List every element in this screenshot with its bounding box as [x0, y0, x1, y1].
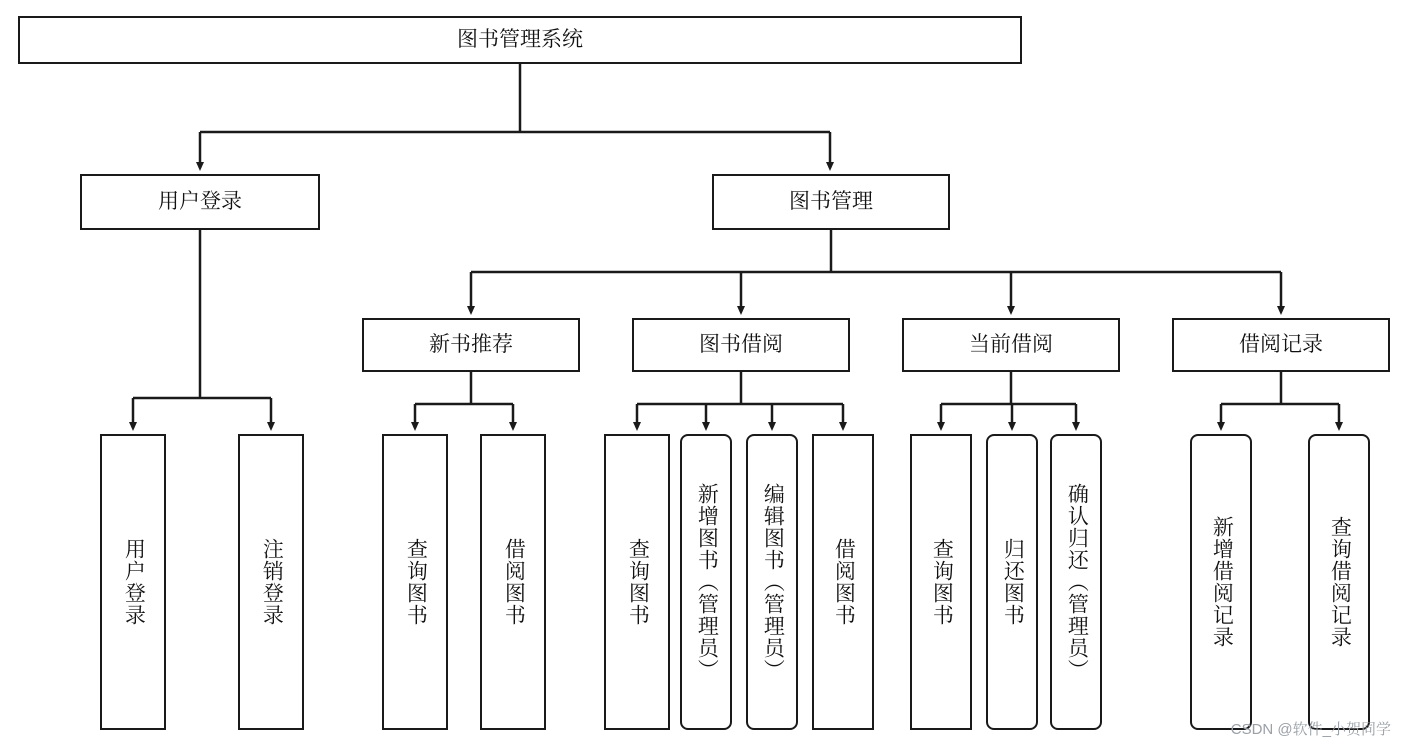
node-current-borrow[interactable]	[902, 318, 1120, 372]
leaf-edit-book-admin[interactable]	[746, 434, 798, 730]
leaf-query-book-current-label: 查询图书	[930, 538, 954, 626]
leaf-user-login-label: 用户登录	[122, 538, 146, 626]
node-root[interactable]	[18, 16, 1022, 64]
leaf-user-login[interactable]	[100, 434, 166, 730]
leaf-add-book-admin[interactable]	[680, 434, 732, 730]
leaf-logout-label: 注销登录	[260, 538, 284, 626]
node-new-book-recommend[interactable]	[362, 318, 580, 372]
leaf-add-borrow-record-label: 新增借阅记录	[1210, 516, 1234, 648]
leaf-query-book-recommend-label: 查询图书	[404, 538, 428, 626]
leaf-query-book-borrow[interactable]	[604, 434, 670, 730]
watermark: CSDN @软件_小贺同学	[1230, 721, 1391, 738]
node-book-borrow[interactable]	[632, 318, 850, 372]
leaf-confirm-return-admin-label: 确认归还（管理员）	[1065, 483, 1089, 681]
leaf-query-book-recommend[interactable]	[382, 434, 448, 730]
node-user-login[interactable]	[80, 174, 320, 230]
leaf-query-borrow-record-label: 查询借阅记录	[1328, 516, 1352, 648]
leaf-add-borrow-record[interactable]	[1190, 434, 1252, 730]
leaf-confirm-return-admin[interactable]	[1050, 434, 1102, 730]
node-new-book-recommend-label: 新书推荐	[429, 332, 513, 356]
node-book-management-label: 图书管理	[789, 189, 873, 213]
leaf-borrow-book-recommend-label: 借阅图书	[502, 538, 526, 626]
leaf-edit-book-admin-label: 编辑图书（管理员）	[761, 483, 785, 681]
leaf-query-book-borrow-label: 查询图书	[626, 538, 650, 626]
leaf-borrow-book-recommend[interactable]	[480, 434, 546, 730]
node-book-borrow-label: 图书借阅	[699, 332, 783, 356]
node-borrow-records[interactable]	[1172, 318, 1390, 372]
node-book-management[interactable]	[712, 174, 950, 230]
node-user-login-label: 用户登录	[158, 189, 242, 213]
leaf-add-book-admin-label: 新增图书（管理员）	[695, 483, 719, 681]
leaf-query-book-current[interactable]	[910, 434, 972, 730]
leaf-query-borrow-record[interactable]	[1308, 434, 1370, 730]
leaf-return-book-label: 归还图书	[1001, 538, 1025, 626]
node-current-borrow-label: 当前借阅	[969, 332, 1053, 356]
leaf-borrow-book-label: 借阅图书	[832, 538, 856, 626]
node-borrow-records-label: 借阅记录	[1239, 332, 1323, 356]
leaf-return-book[interactable]	[986, 434, 1038, 730]
leaf-logout[interactable]	[238, 434, 304, 730]
node-root-label: 图书管理系统	[457, 27, 583, 51]
leaf-borrow-book[interactable]	[812, 434, 874, 730]
